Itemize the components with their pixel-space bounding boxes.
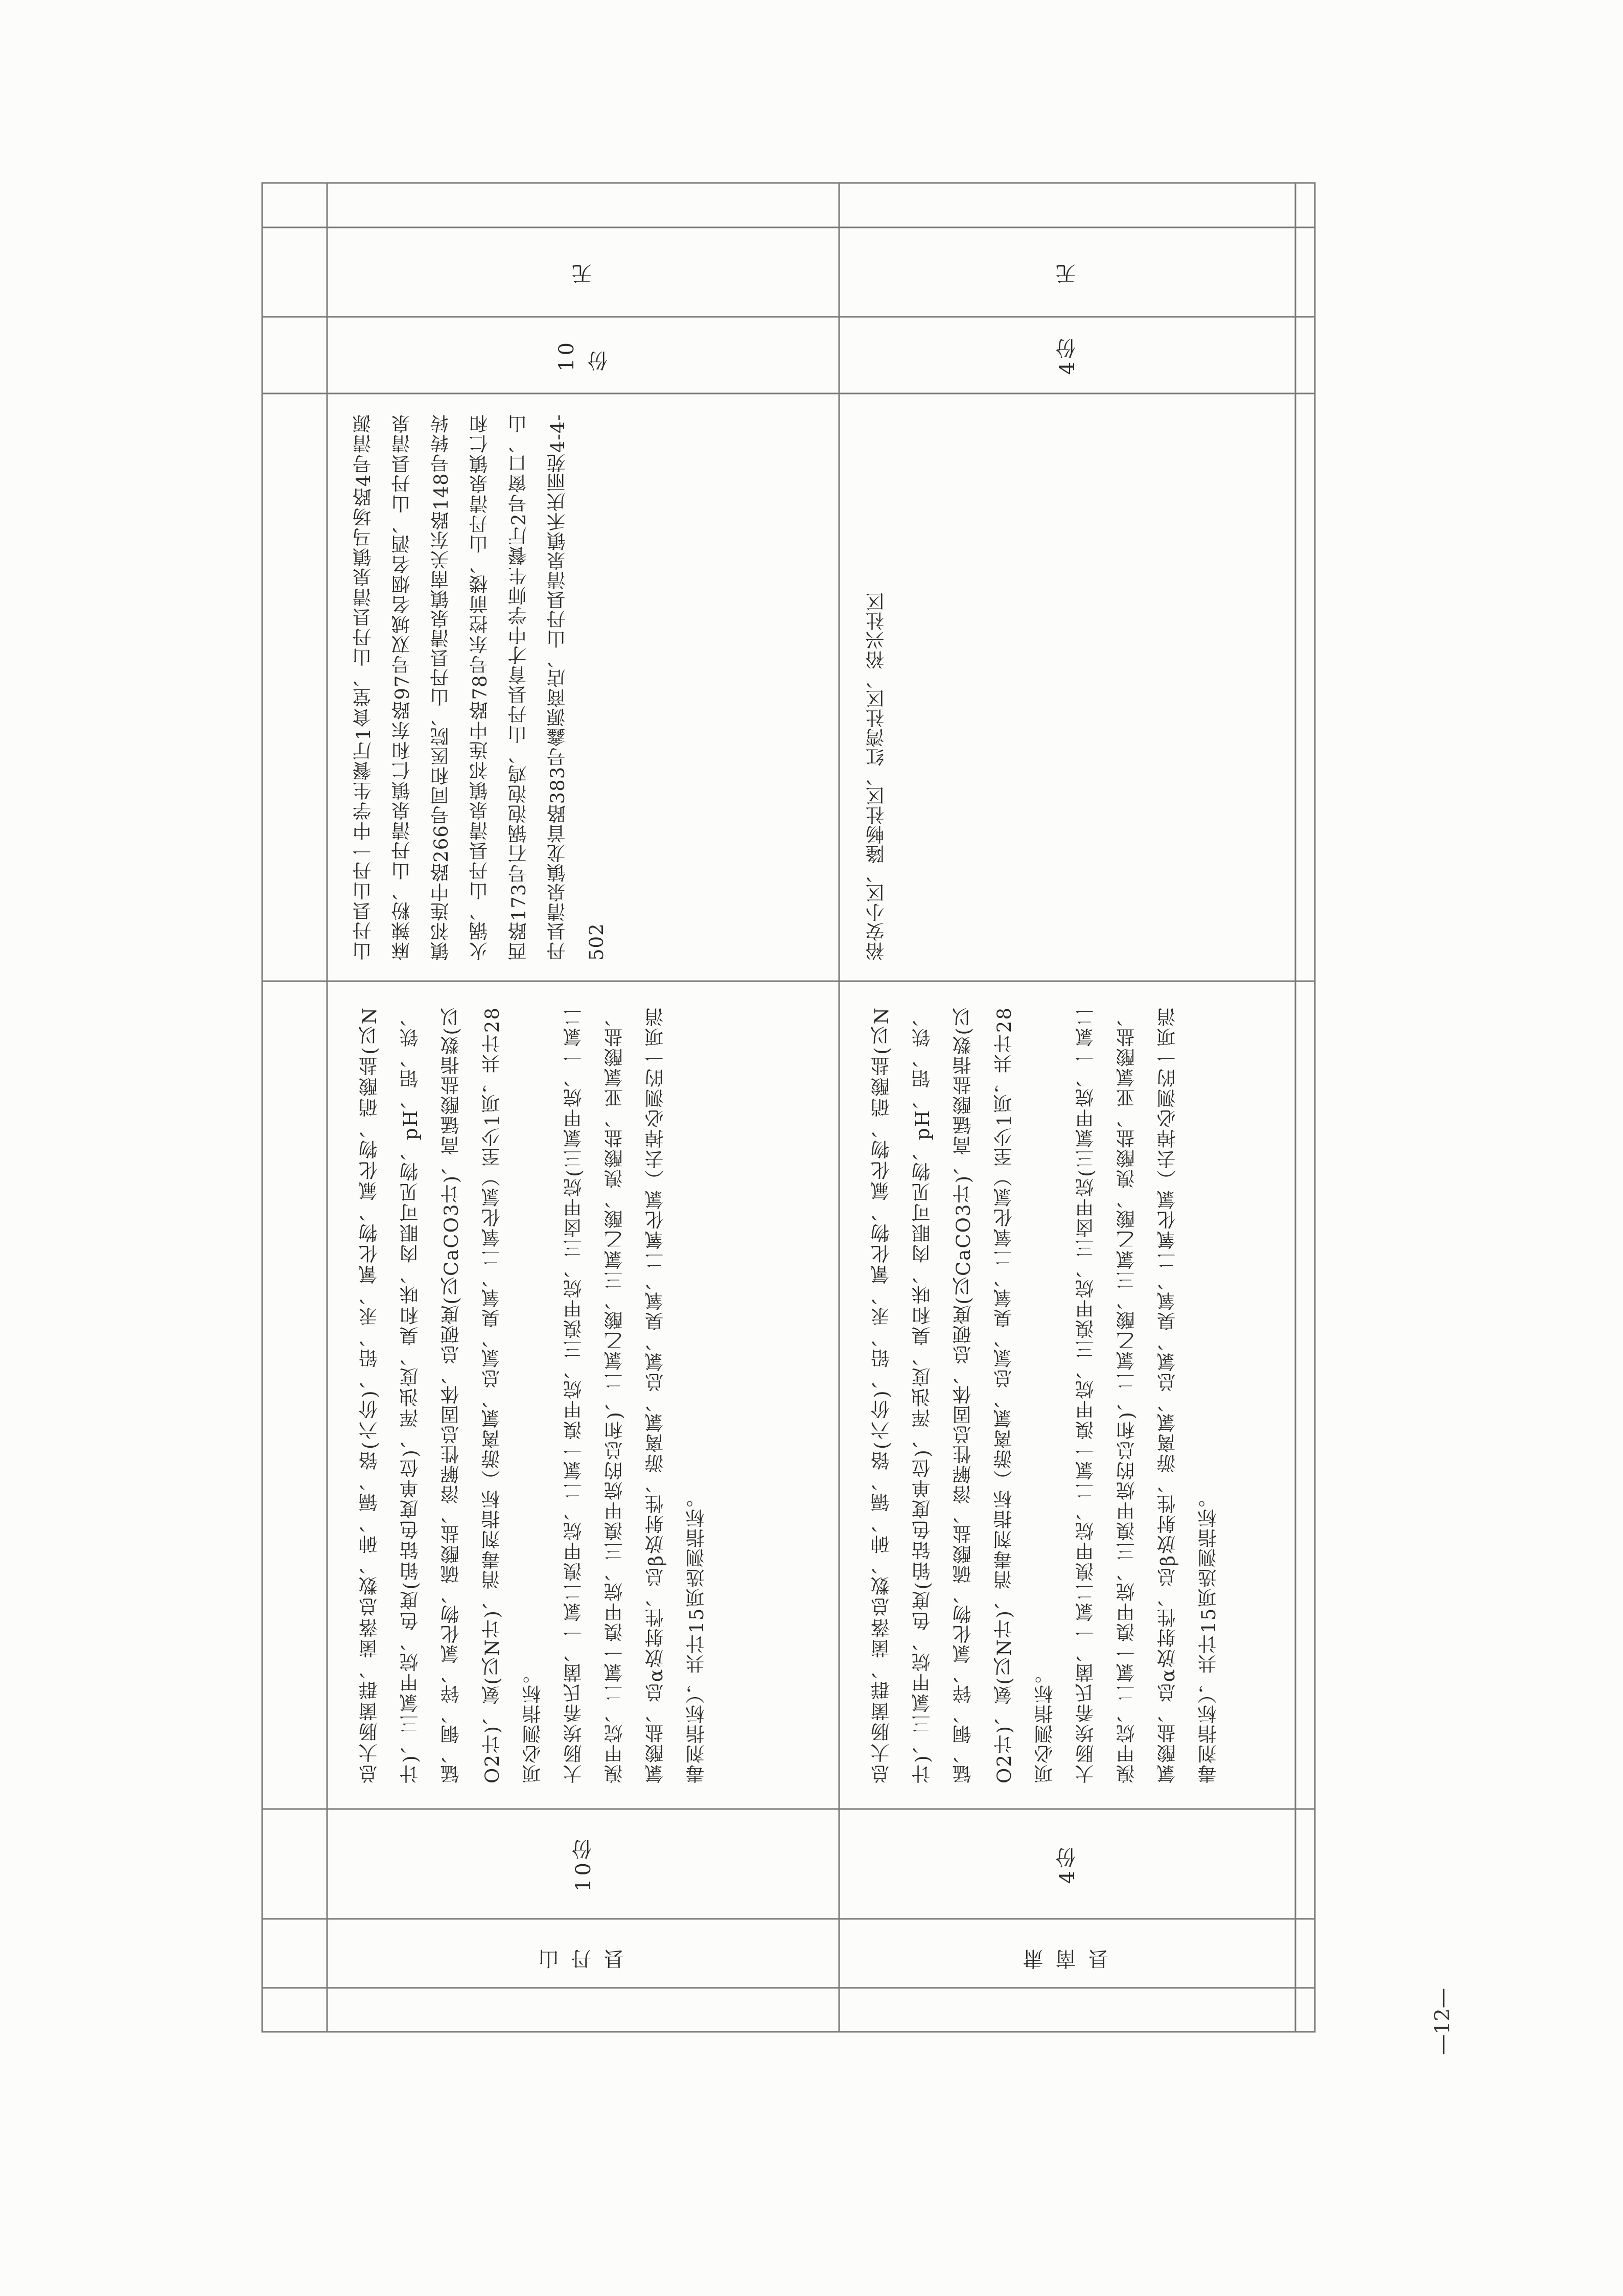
sample-count-2: 4份 <box>1055 335 1079 375</box>
indicators-cell <box>839 981 1295 1809</box>
indicators-cell <box>327 981 839 1809</box>
test-indicators: 总大肠菌群、菌落总数、砷、镉、铬(六价)、铅、汞、氰化物、氟化物、硝酸盐(以N计)、三氯甲烷、色度(铂钴色度单位)、浑浊度、臭和味、肉眼可见物、pH、铝、铁、锰、铜、锌、氯化物、硫酸盐、溶解性总固体、总硬度(以CaCO3计)、高锰酸盐指数(以O2计)、氨(以N计)、消毒剂指标（游离氯、总氯、臭氧、二氧化氯）至少1项，共计28项必测指标。 大肠埃希氏菌、一氯二溴甲烷、二氯一溴甲烷、三溴甲烷、三卤甲烷(三氯甲烷、一氯二溴甲烷、二氯一溴甲烷、三溴甲烷的总和)、二氯乙酸、三氯乙酸、溴酸盐、亚氯酸盐、氯酸盐、总α放射性、总β放射性、游离氯、总氯、臭氧、二氧化氯（去掉必测的一项消毒剂指标），共计15项选测指标。 <box>871 1007 1220 1783</box>
sample-count-2-cell <box>839 317 1295 393</box>
remark-cell <box>839 227 1295 317</box>
sample-count: 4份 <box>1056 1844 1079 1884</box>
sample-count-2: 10 份 <box>555 339 611 372</box>
remark-cell <box>327 227 839 317</box>
locations-cell <box>327 393 839 981</box>
sampling-locations: 山丹县山丹一中学生餐厅1食堂、山丹县清泉镇马场路4号清源麻辣粉、山丹清泉镇仁和东路97号双城名烟名酒、山丹县清泉镇祁连中路266号同和医院、山丹县清泉镇南关东路148号转转火锅、山丹县清泉镇祁连中路78号东控前楼、山丹清泉镇仁和西路173号石锅泡泡鸡、山丹县育才中学师生餐厅2号窗口、山丹县清泉镇龙首路383号鑫源商店、山丹县清泉镇禾庆丽苑4-4-502 <box>353 414 608 961</box>
table-row <box>839 1919 1295 1988</box>
table-row <box>327 1919 839 1988</box>
sample-count-2-cell <box>327 317 839 393</box>
sampling-locations: 裕安小区、隆畅社区、红湾社区、裕兴社区 <box>866 592 888 961</box>
sample-count-cell <box>839 1809 1295 1919</box>
sample-count-cell <box>327 1809 839 1919</box>
remark: 无 <box>571 260 595 284</box>
sample-count: 10份 <box>571 1836 595 1892</box>
test-indicators: 总大肠菌群、菌落总数、砷、镉、铬(六价)、铅、汞、氰化物、氟化物、硝酸盐(以N计)、三氯甲烷、色度(铂钴色度单位)、浑浊度、臭和味、肉眼可见物、pH、铝、铁、锰、铜、锌、氯化物、硫酸盐、溶解性总固体、总硬度(以CaCO3计)、高锰酸盐指数(以O2计)、氨(以N计)、消毒剂指标（游离氯、总氯、臭氧、二氧化氯）至少1项，共计28项必测指标。 大肠埃希氏菌、一氯二溴甲烷、二氯一溴甲烷、三溴甲烷、三卤甲烷(三氯甲烷、一氯二溴甲烷、二氯一溴甲烷、三溴甲烷的总和)、二氯乙酸、三氯乙酸、溴酸盐、亚氯酸盐、氯酸盐、总α放射性、总β放射性、游离氯、总氯、臭氧、二氧化氯（去掉必测的一项消毒剂指标），共计15项选测指标。 <box>359 1007 708 1783</box>
county-name: 山 丹 县 <box>539 1937 628 1969</box>
page-number: —12— <box>1431 1988 1454 2055</box>
county-name: 肃 南 县 <box>1023 1937 1112 1969</box>
locations-cell <box>839 393 1295 981</box>
remark: 无 <box>1056 260 1079 284</box>
